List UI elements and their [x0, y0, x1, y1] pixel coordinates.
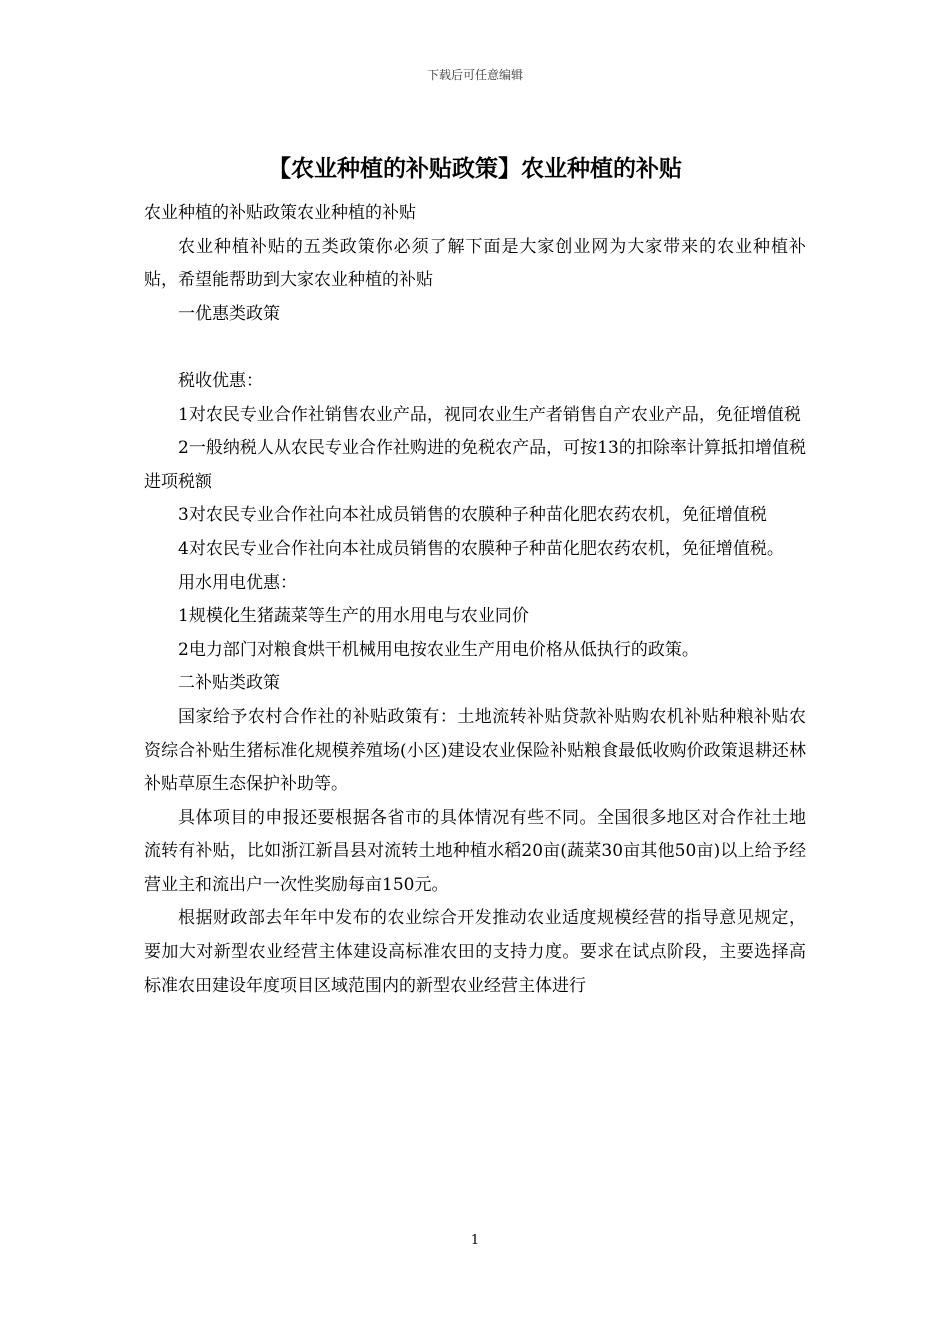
- document-title: 【农业种植的补贴政策】农业种植的补贴: [268, 156, 682, 182]
- subheading-tax: 税收优惠：: [178, 370, 263, 391]
- blank-line: [144, 331, 806, 365]
- document-body: [144, 197, 806, 1003]
- page-number: 1: [470, 1233, 480, 1248]
- paragraph-tax-1: 1对农民专业合作社销售农业产品，视同农业生产者销售自产农业产品，免征增值税: [178, 404, 801, 425]
- subheading-water-power: 用水用电优惠：: [178, 572, 297, 593]
- paragraph-finance-ministry: 根据财政部去年年中发布的农业综合开发推动农业适度规模经营的指导意见规定，要加大对新型农业经营主体建设高标准农田的支持力度。要求在试点阶段，主要选择高标准农田建设年度项目区域范围内的新型农业经营主体进行: [144, 908, 806, 996]
- paragraph-tax-4: 4对农民专业合作社向本社成员销售的农膜种子种苗化肥农药农机，免征增值税。: [178, 538, 784, 559]
- section-heading-subsidy: 二补贴类政策: [178, 673, 280, 694]
- page-header: 下载后可任意编辑: [426, 68, 523, 82]
- paragraph-tax-2: 2一般纳税人从农民专业合作社购进的免税农产品，可按13的扣除率计算抵扣增值税进项税额: [144, 438, 806, 492]
- paragraph-subtitle: 农业种植的补贴政策农业种植的补贴: [144, 203, 416, 223]
- paragraph-project-application: 具体项目的申报还要根据各省市的具体情况有些不同。全国很多地区对合作社土地流转有补贴，比如浙江新昌县对流转土地种植水稻20亩(蔬菜30亩其他50亩)以上给予经营业主和流出户一次性奖励每亩150元。: [144, 807, 806, 895]
- section-heading-preferential: 一优惠类政策: [178, 303, 280, 324]
- paragraph-intro: 农业种植补贴的五类政策你必须了解下面是大家创业网为大家带来的农业种植补贴，希望能帮助到大家农业种植的补贴: [144, 236, 806, 291]
- paragraph-tax-3: 3对农民专业合作社向本社成员销售的农膜种子种苗化肥农药农机，免征增值税: [178, 505, 767, 526]
- paragraph-subsidy-list: 国家给予农村合作社的补贴政策有：土地流转补贴贷款补贴购农机补贴种粮补贴农资综合补贴生猪标准化规模养殖场(小区)建设农业保险补贴粮食最低收购价政策退耕还林补贴草原生态保护补助等。: [144, 706, 806, 795]
- paragraph-water-2: 2电力部门对粮食烘干机械用电按农业生产用电价格从低执行的政策。: [178, 639, 699, 660]
- paragraph-water-1: 1规模化生猪蔬菜等生产的用水用电与农业同价: [178, 606, 529, 627]
